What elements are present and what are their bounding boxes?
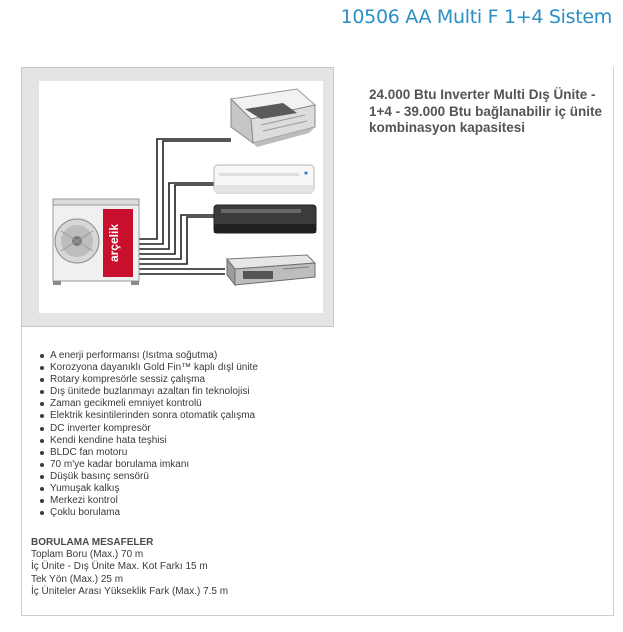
product-image-frame bbox=[21, 67, 334, 327]
bullet-icon bbox=[40, 427, 44, 431]
bullet-icon bbox=[40, 378, 44, 382]
list-item: Elektrik kesintilerinden sonra otomatik çalışma bbox=[38, 410, 258, 422]
dark-wall-unit-icon bbox=[214, 205, 316, 233]
multi-split-system-illustration bbox=[39, 81, 323, 313]
bullet-icon bbox=[40, 499, 44, 503]
list-item: Düşük basınç sensörü bbox=[38, 471, 258, 483]
bullet-icon bbox=[40, 414, 44, 418]
product-headline: 24.000 Btu Inverter Multi Dış Ünite - 1+4 - 39.000 Btu bağlanabilir iç ünite kombinasyon kapasitesi bbox=[369, 87, 602, 135]
bullet-icon bbox=[40, 463, 44, 467]
list-item: BLDC fan motoru bbox=[38, 447, 258, 459]
bullet-icon bbox=[40, 402, 44, 406]
list-item: Çoklu borulama bbox=[38, 507, 258, 519]
piping-line: İç Ünite - Dış Ünite Max. Kot Farkı 15 m bbox=[31, 561, 208, 573]
list-item: Zaman gecikmeli emniyet kontrolü bbox=[38, 398, 258, 410]
list-item: 70 m'ye kadar borulama imkanı bbox=[38, 459, 258, 471]
outdoor-unit-icon bbox=[53, 199, 139, 285]
piping-line: İç Üniteler Arası Yükseklik Fark (Max.) 7.5 m bbox=[31, 585, 229, 597]
piping-heading: BORULAMA MESAFELER bbox=[31, 537, 154, 548]
cassette-unit-icon bbox=[231, 89, 315, 147]
brand-logo: arçelik bbox=[107, 223, 121, 263]
piping-line: Tek Yön (Max.) 25 m bbox=[31, 573, 124, 585]
bullet-icon bbox=[40, 511, 44, 515]
ducted-unit-icon bbox=[227, 255, 315, 285]
white-wall-unit-icon bbox=[214, 165, 314, 193]
page-title: 10506 AA Multi F 1+4 Sistem bbox=[340, 6, 612, 28]
bullet-icon bbox=[40, 475, 44, 479]
product-image bbox=[39, 81, 323, 313]
list-item: Merkezi kontrol bbox=[38, 495, 258, 507]
list-item: Kendi kendine hata teşhisi bbox=[38, 435, 258, 447]
list-item: Rotary kompresörle sessiz çalışma bbox=[38, 374, 258, 386]
list-item: Yumuşak kalkış bbox=[38, 483, 258, 495]
list-item: A enerji performansı (Isıtma soğutma) bbox=[38, 350, 258, 362]
piping-distances bbox=[31, 537, 228, 598]
bullet-icon bbox=[40, 451, 44, 455]
list-item: Korozyona dayanıklı Gold Fin™ kaplı dışl ünite bbox=[38, 362, 258, 374]
list-item: DC inverter kompresör bbox=[38, 423, 258, 435]
bullet-icon bbox=[40, 487, 44, 491]
bullet-icon bbox=[40, 439, 44, 443]
bullet-icon bbox=[40, 390, 44, 394]
bullet-icon bbox=[40, 354, 44, 358]
piping-line: Toplam Boru (Max.) 70 m bbox=[31, 549, 144, 561]
pipe-wall-dark bbox=[139, 215, 214, 259]
bullet-icon bbox=[40, 366, 44, 370]
list-item: Dış ünitede buzlanmayı azaltan fin teknolojisi bbox=[38, 386, 258, 398]
pipe-wall-dark-2 bbox=[139, 217, 214, 264]
feature-list bbox=[38, 350, 258, 519]
